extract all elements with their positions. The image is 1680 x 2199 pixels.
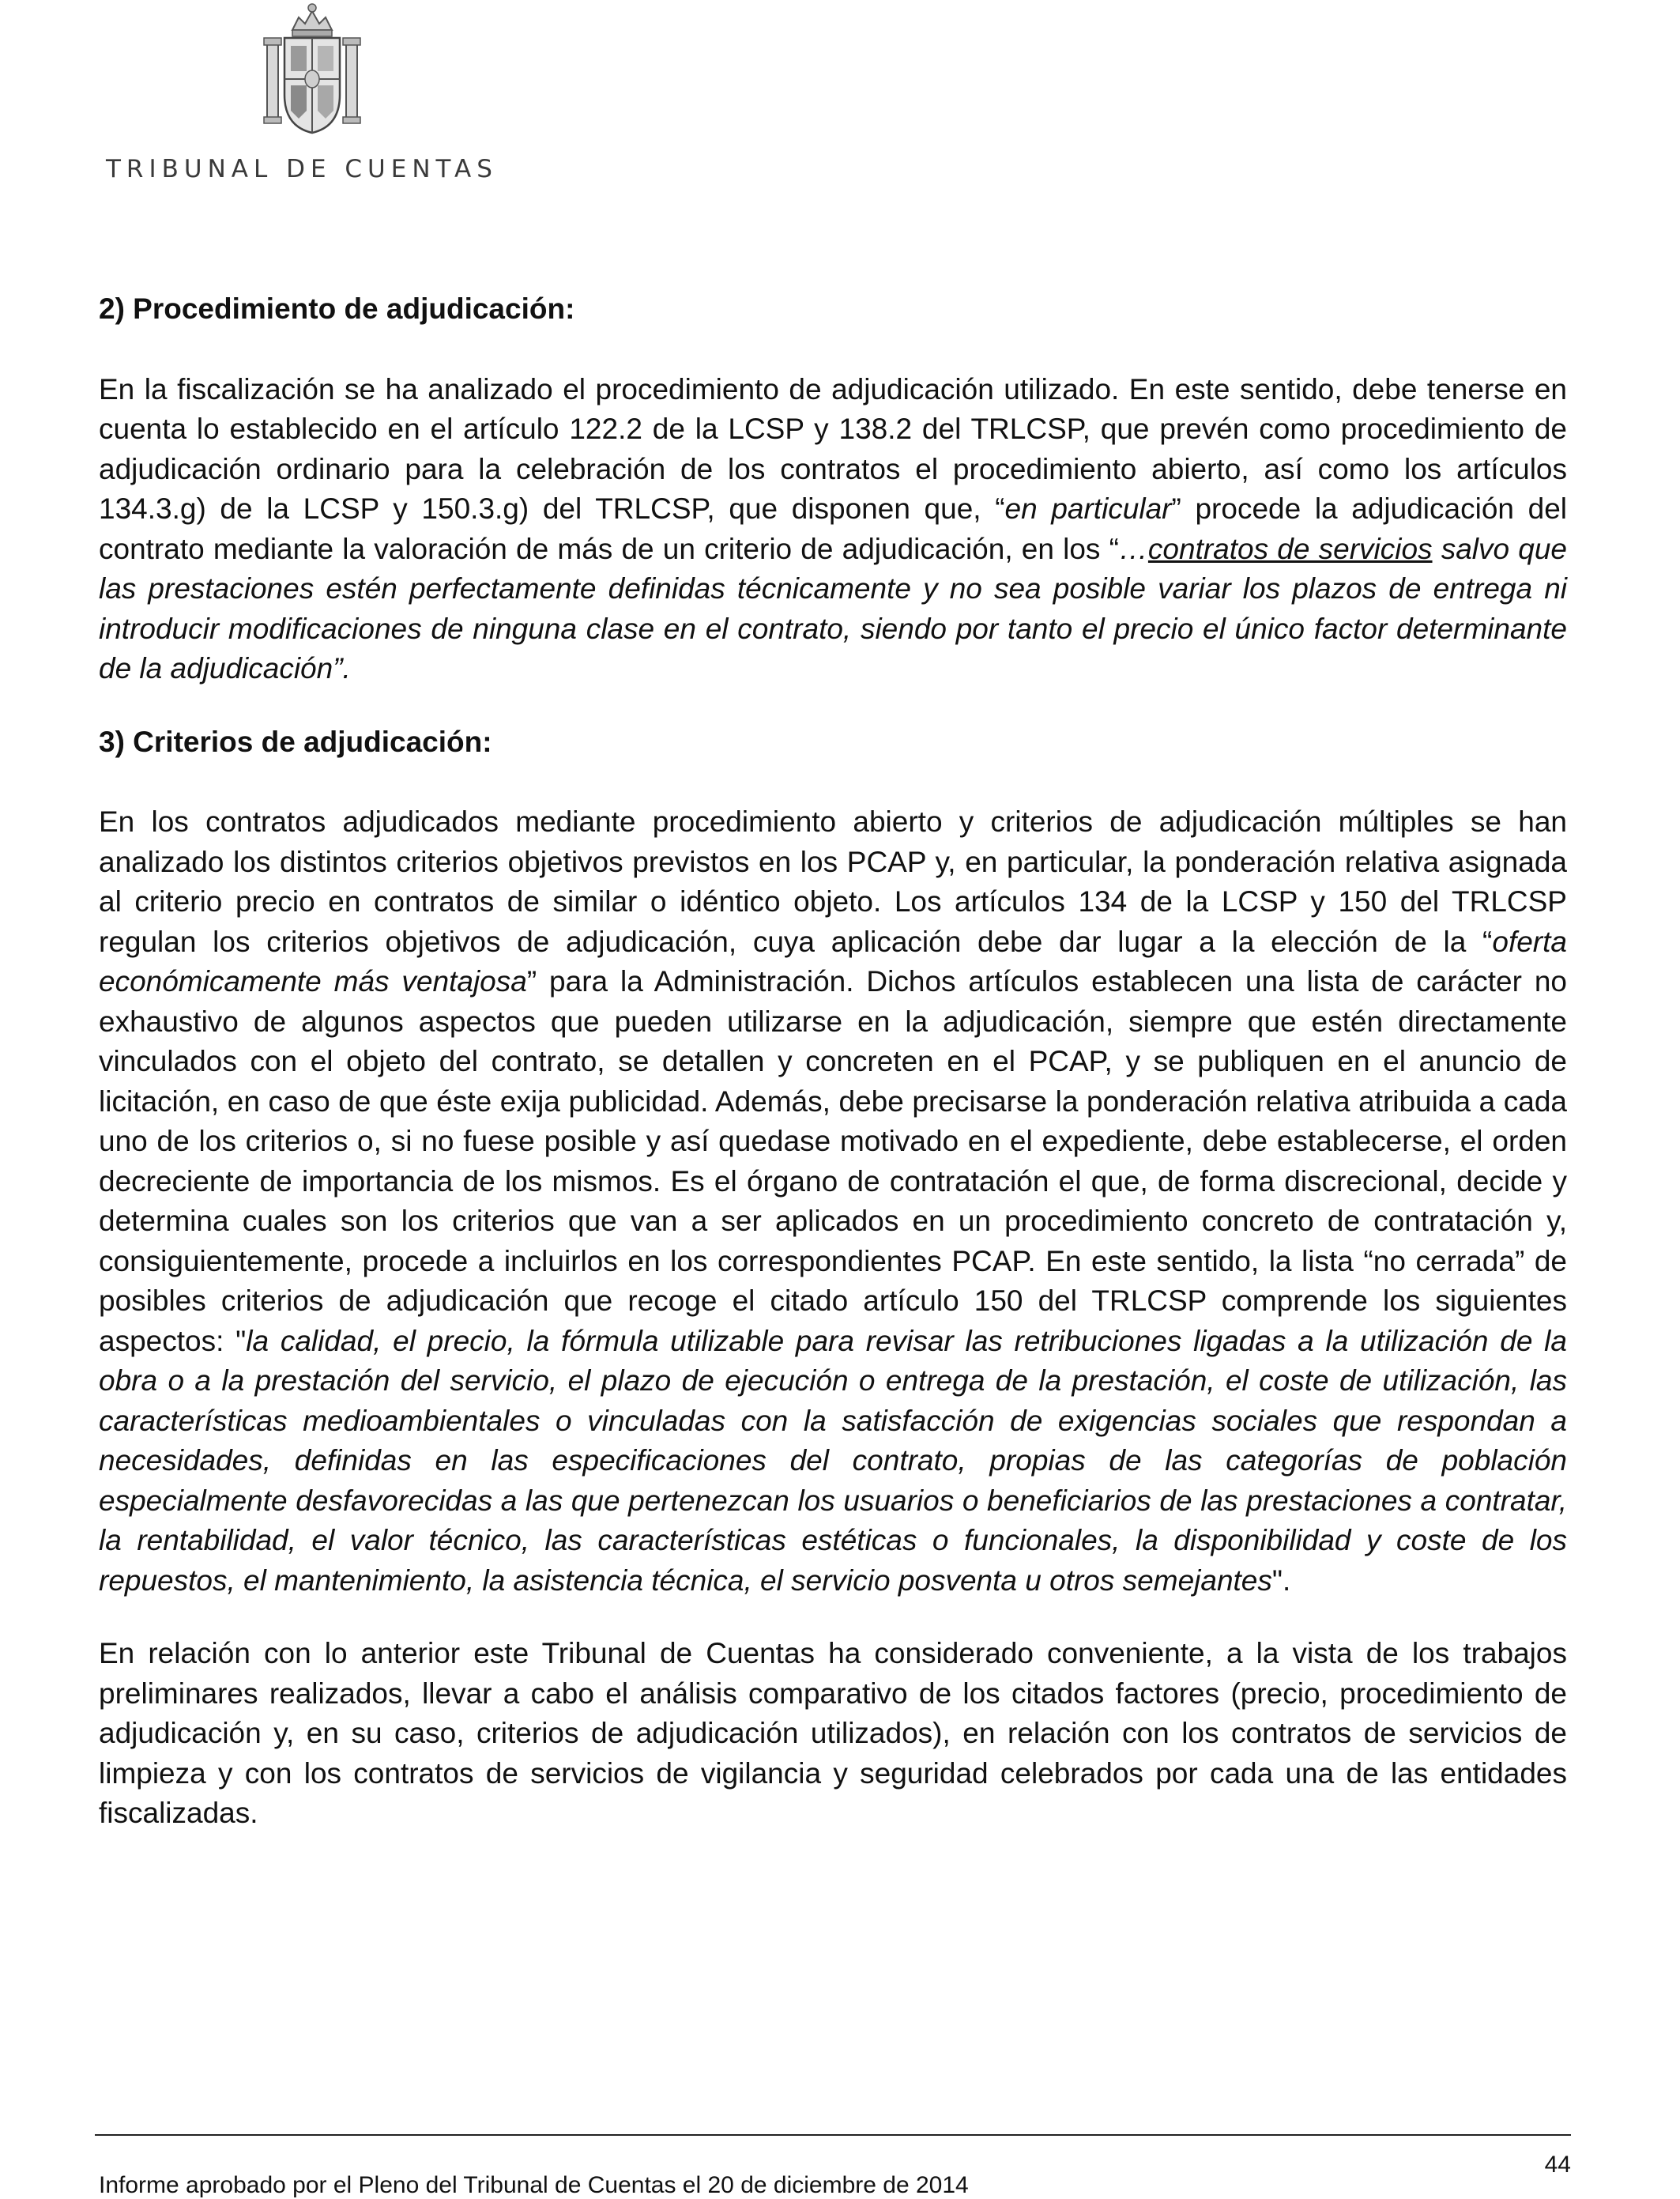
org-name: TRIBUNAL DE CUENTAS (106, 155, 498, 183)
section-heading-procedimiento: 2) Procedimiento de adjudicación: (99, 292, 575, 325)
document-body (99, 289, 1567, 1834)
footer-divider (95, 2134, 1571, 2136)
section-heading-criterios: 3) Criterios de adjudicación: (99, 725, 492, 758)
footer-text: Informe aprobado por el Pleno del Tribunal de Cuentas el 20 de diciembre de 2014 (99, 2172, 969, 2198)
paragraph-conclusion: En relación con lo anterior este Tribunal de Cuentas ha considerado conveniente, a la vista de los trabajos preliminares realizados, llevar a cabo el análisis comparativo de los citados factores (precio, procedimiento de adjudicación y, en su caso, criterios de adjudicación utilizados), en relación con los contratos de servicios de limpieza y con los contratos de servicios de vigilancia y seguridad celebrados por cada una de las entidades fiscalizadas. (99, 1637, 1567, 1829)
coat-of-arms-icon (261, 0, 363, 138)
paragraph-criterios: En los contratos adjudicados mediante procedimiento abierto y criterios de adjudicación múltiples se han analizado los distintos criterios objetivos previstos en los PCAP y, en particular, la ponderación relativa asignada al criterio precio en contratos de similar o idéntico objeto. Los artículos 134 de la LCSP y 150 del TRLCSP regulan los criterios objetivos de adjudicación, cuya aplicación debe dar lugar a la elección de la “oferta económicamente más ventajosa” para la Administración. Dichos artículos establecen una lista de carácter no exhaustivo de algunos aspectos que pueden utilizarse en la adjudicación, siempre que estén directamente vinculados con el objeto del contrato, se detallen y concreten en el PCAP, y se publiquen en el anuncio de licitación, en caso de que éste exija publicidad. Además, debe precisarse la ponderación relativa atribuida a cada uno de los criterios o, si no fuese posible y así quedase motivado en el expediente, debe establecerse, el orden decreciente de importancia de los mismos. Es el órgano de contratación el que, de forma discrecional, decide y determina cuales son los criterios que van a ser aplicados en un procedimiento concreto de contratación y, consiguientemente, procede a incluirlos en los correspondientes PCAP. En este sentido, la lista “no cerrada” de posibles criterios de adjudicación que recoge el citado artículo 150 del TRLCSP comprende los siguientes aspectos: "la calidad, el precio, la fórmula utilizable para revisar las retribuciones ligadas a la utilización de la obra o a la prestación del servicio, el plazo de ejecución o entrega de la prestación, el coste de utilización, las características medioambientales o vinculadas con la satisfacción de exigencias sociales que respondan a necesidades, definidas en las especificaciones del contrato, propias de las categorías de población especialmente desfavorecidas a las que pertenezcan los usuarios o beneficiarios de las prestaciones a contratar, la rentabilidad, el valor técnico, las características estéticas o funcionales, la disponibilidad y coste de los repuestos, el mantenimiento, la asistencia técnica, el servicio posventa u otros semejantes". (99, 805, 1567, 1597)
page-number: 44 (1544, 2152, 1571, 2178)
paragraph-procedimiento: En la fiscalización se ha analizado el procedimiento de adjudicación utilizado. En este sentido, debe tenerse en cuenta lo establecido en el artículo 122.2 de la LCSP y 138.2 del TRLCSP, que prevén como procedimiento de adjudicación ordinario para la celebración de los contratos el procedimiento abierto, así como los artículos 134.3.g) de la LCSP y 150.3.g) del TRLCSP, que disponen que, “en particular” procede la adjudicación del contrato mediante la valoración de más de un criterio de adjudicación, en los “…contratos de servicios salvo que las prestaciones estén perfectamente definidas técnicamente y no sea posible variar los plazos de entrega ni introducir modificaciones de ninguna clase en el contrato, siendo por tanto el precio el único factor determinante de la adjudicación”. (99, 372, 1568, 685)
